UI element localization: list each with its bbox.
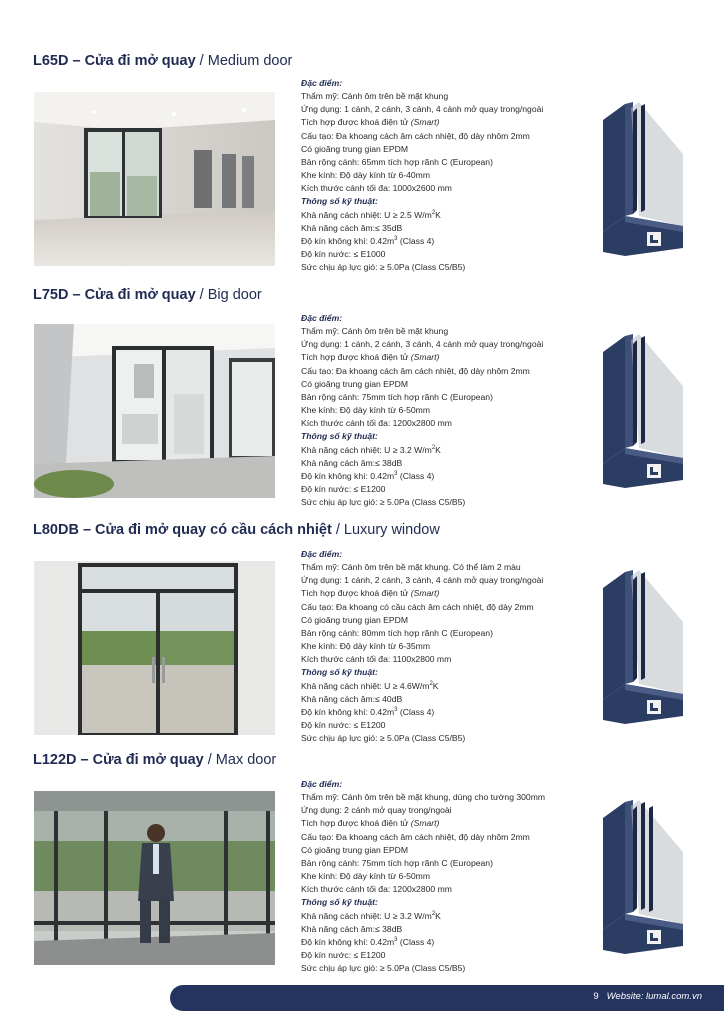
website-link[interactable]: Website: lumal.com.vn [606, 991, 702, 1002]
feature-line: Ứng dụng: 1 cánh, 2 cánh, 3 cánh, 4 cánh mở quay trong/ngoài [301, 575, 544, 586]
tech-line: Độ kín nước: ≤ E1200 [301, 484, 386, 495]
profile-section-image [595, 566, 690, 726]
product-code: L65D [33, 53, 69, 69]
feature-line: Có gioăng trung gian EPDM [301, 844, 409, 855]
feature-line: Ứng dụng: 1 cánh, 2 cánh, 3 cánh, 4 cánh mở quay trong/ngoài [301, 104, 544, 115]
feature-line: Khe kính: Độ dày kính từ 6-50mm [301, 871, 430, 882]
tech-line: Khả năng cách nhiệt: U ≥ 3.2 $W/m^2K$ [301, 910, 441, 921]
product-photo-double-door [34, 561, 275, 735]
features-header: Đặc điểm: [301, 549, 343, 559]
feature-line: Khe kính: Độ dày kính từ 6-35mm [301, 641, 430, 652]
feature-line: Kích thước cánh tối đa: 1200x2800 mm [301, 418, 452, 429]
product-name-en: / Big door [195, 287, 262, 303]
product-name-en: / Luxury window [331, 522, 440, 538]
features-header: Đặc điểm: [301, 78, 343, 88]
product-code: L75D [33, 287, 69, 303]
tech-line: Khả năng cách âm:≤ 35dB [301, 222, 403, 233]
tech-line: Độ kín không khí: $0.42m^3$ (Class 4) [301, 936, 435, 947]
tech-line: Khả năng cách nhiệt: $U \ge 4.6W/m^2K$ [301, 680, 439, 691]
profile-section-image [595, 98, 690, 258]
feature-line: Tích hợp được khoá điện tử (Smart) [301, 352, 440, 363]
product-title [33, 522, 440, 538]
product-specs [301, 778, 601, 975]
footer-bar [170, 985, 724, 1011]
feature-line: Kích thước cánh tối đa: 1100x2800 mm [301, 654, 452, 665]
tech-line: Khả năng cách âm:≤ 38dB [301, 923, 403, 934]
feature-line: Kích thước cánh tối đa: 1200x2800 mm [301, 884, 452, 895]
feature-line: Có gioăng trung gian EPDM [301, 614, 409, 625]
feature-line: Thẩm mỹ: Cánh ôm trên bề mặt khung [301, 326, 449, 337]
tech-line: Khả năng cách nhiệt: U ≥ 3.2 $W/m^2K$ [301, 444, 441, 455]
product-name-vi: – Cửa đi mở quay [68, 287, 196, 303]
feature-line: Bản rộng cánh: 80mm tích hợp rãnh C (European) [301, 627, 493, 638]
feature-line: Cấu tạo: Đa khoang cách âm cách nhiệt, độ dày nhôm 2mm [301, 365, 530, 376]
product-name-vi: – Cửa đi mở quay [76, 752, 204, 768]
tech-line: Độ kín nước: ≤ E1000 [301, 249, 386, 260]
product-specs [301, 77, 601, 274]
tech-line: Độ kín không khí: $0.42m^3$ (Class 4) [301, 470, 435, 481]
footer-text [593, 991, 702, 1002]
feature-line: Ứng dụng: 2 cánh mở quay trong/ngoài [301, 805, 452, 816]
feature-line: Tích hợp được khoá điện tử (Smart) [301, 818, 440, 829]
product-photo-lobby-door [34, 92, 275, 266]
feature-line: Bản rộng cánh: 75mm tích hợp rãnh C (European) [301, 391, 493, 402]
page-number: 9 [593, 991, 599, 1002]
tech-line: Sức chịu áp lực gió: ≥ 5.0Pa (Class C5/B5) [301, 262, 466, 273]
product-specs [301, 312, 601, 509]
tech-line: Khả năng cách nhiệt: U ≥ 2.5 $W/m^2K$ [301, 209, 441, 220]
feature-line: Cấu tạo: Đa khoang cách âm cách nhiệt, độ dày nhôm 2mm [301, 130, 530, 141]
feature-line: Tích hợp được khoá điện tử (Smart) [301, 588, 440, 599]
tech-line: Khả năng cách âm:≤ 40dB [301, 693, 403, 704]
tech-header: Thông số kỹ thuật: [301, 196, 378, 207]
tech-line: Độ kín không khí: $0.42m^3$ (Class 4) [301, 235, 435, 246]
product-photo-office-entrance [34, 791, 275, 965]
tech-line: Sức chịu áp lực gió: ≥ 5.0Pa (Class C5/B5) [301, 733, 466, 744]
features-header: Đặc điểm: [301, 779, 343, 789]
profile-section-image [595, 330, 690, 490]
product-name-vi: – Cửa đi mở quay [68, 53, 196, 69]
tech-header: Thông số kỹ thuật: [301, 897, 378, 908]
tech-line: Độ kín không khí: $0.42m^3$ (Class 4) [301, 706, 435, 717]
tech-line: Sức chịu áp lực gió: ≥ 5.0Pa (Class C5/B5) [301, 497, 466, 508]
feature-line: Khe kính: Độ dày kính từ 6-40mm [301, 170, 430, 181]
tech-header: Thông số kỹ thuật: [301, 667, 378, 678]
product-code: L122D [33, 752, 77, 768]
feature-line: Kích thước cánh tối đa: 1000x2600 mm [301, 183, 452, 194]
feature-line: Thẩm mỹ: Cánh ôm trên bề mặt khung. Có thể làm 2 màu [301, 562, 521, 573]
product-name-en: / Medium door [195, 53, 293, 69]
feature-line: Ứng dụng: 1 cánh, 2 cánh, 3 cánh, 4 cánh mở quay trong/ngoài [301, 339, 544, 350]
product-title [33, 752, 276, 768]
tech-header: Thông số kỹ thuật: [301, 431, 378, 442]
feature-line: Bản rộng cánh: 65mm tích hợp rãnh C (European) [301, 156, 493, 167]
tech-line: Sức chịu áp lực gió: ≥ 5.0Pa (Class C5/B5) [301, 963, 466, 974]
product-name-en: / Max door [203, 752, 277, 768]
feature-line: Cấu tạo: Đa khoang cách âm cách nhiệt, độ dày nhôm 2mm [301, 831, 530, 842]
feature-line: Có gioăng trung gian EPDM [301, 378, 409, 389]
feature-line: Có gioăng trung gian EPDM [301, 143, 409, 154]
tech-line: Độ kín nước: ≤ E1200 [301, 950, 386, 961]
product-name-vi: – Cửa đi mở quay có cầu cách nhiệt [78, 522, 332, 538]
product-title [33, 287, 262, 303]
features-header: Đặc điểm: [301, 313, 343, 323]
tech-line: Độ kín nước: ≤ E1200 [301, 720, 386, 731]
feature-line: Thẩm mỹ: Cánh ôm trên bề mặt khung [301, 91, 449, 102]
product-code: L80DB [33, 522, 79, 538]
profile-section-image [595, 796, 690, 956]
tech-line: Khả năng cách âm:≤ 38dB [301, 457, 403, 468]
product-photo-patio-door [34, 324, 275, 498]
feature-line: Tích hợp được khoá điện tử (Smart) [301, 117, 440, 128]
feature-line: Khe kính: Độ dày kính từ 6-50mm [301, 405, 430, 416]
feature-line: Thẩm mỹ: Cánh ôm trên bề mặt khung, dùng cho tường 300mm [301, 792, 546, 803]
feature-line: Bản rộng cánh: 75mm tích hợp rãnh C (European) [301, 857, 493, 868]
product-title [33, 53, 292, 69]
feature-line: Cấu tạo: Đa khoang có cầu cách âm cách nhiệt, độ dày 2mm [301, 601, 534, 612]
product-specs [301, 548, 601, 745]
